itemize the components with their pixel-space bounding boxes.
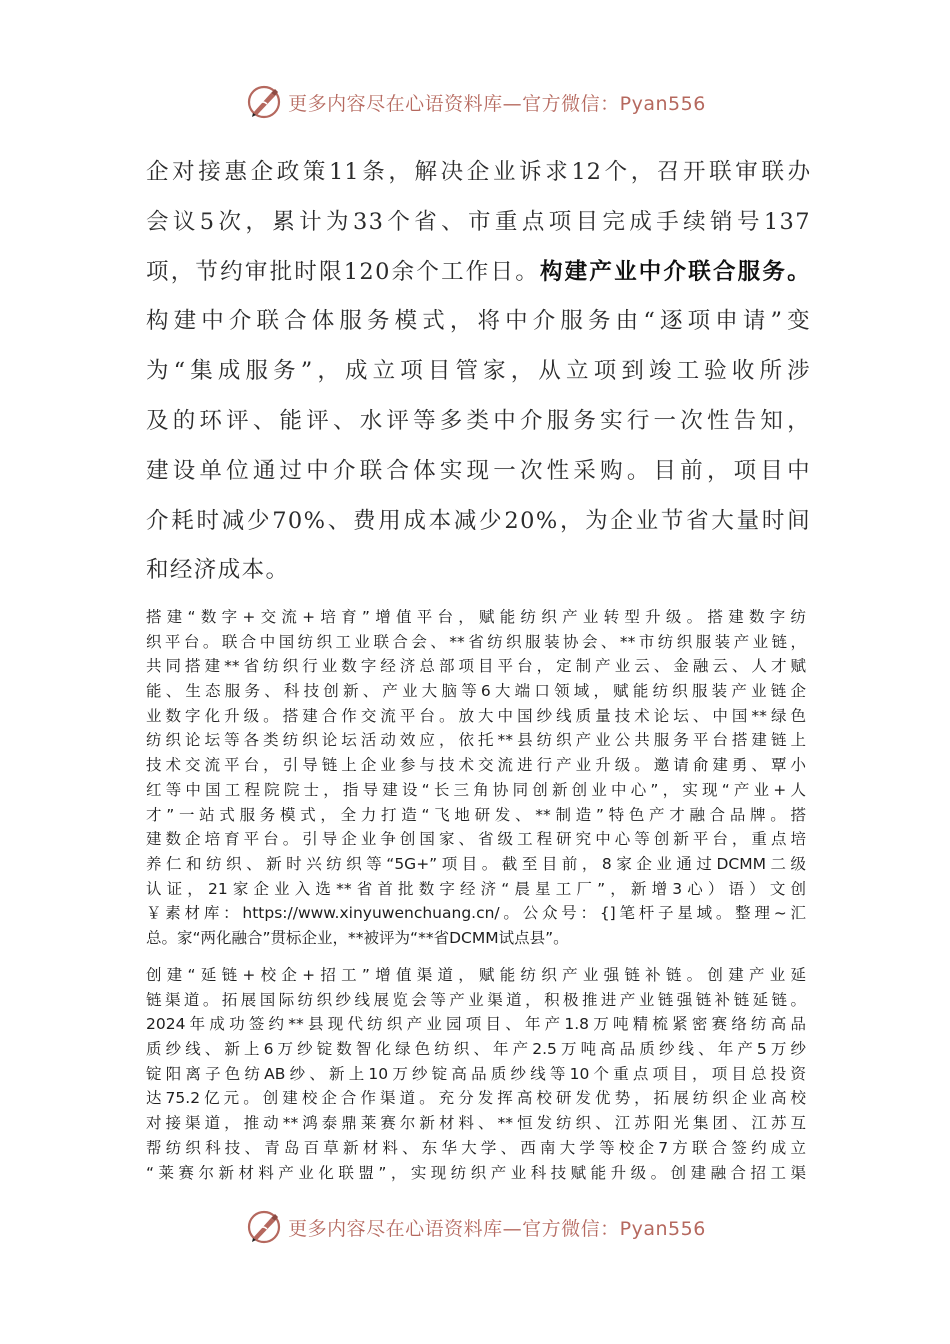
text-line: 养仁和纺织、新时兴纺织等“5G+”项目。截至目前，8家企业通过DCMM二级: [146, 854, 806, 873]
body-paragraph-digital-platform: [146, 605, 806, 951]
text-line: 和经济成本。: [146, 557, 290, 584]
text-line: 对接渠道，推动**鸿泰鼎莱赛尔新材料、**恒发纺织、江苏阳光集团、江苏互: [146, 1114, 806, 1133]
text-line: 为“集成服务”，成立项目管家，从立项到竣工验收所涉: [146, 358, 811, 385]
text-line: 介耗时减少70%、费用成本减少20%，为企业节省大量时间: [146, 507, 811, 534]
text-line: 2024年成功签约**县现代纺织产业园项目、年产1.8万吨精梳紧密赛络纺高品: [146, 1015, 806, 1034]
text-line: 能、生态服务、科技创新、产业大脑等6大端口领域，赋能纺织服装产业链企: [146, 682, 806, 701]
text-line: 质纱线、新上6万纱锭数智化绿色纺织、年产2.5万吨高品质纱线、年产5万纱: [146, 1040, 806, 1059]
pen-circle-logo-icon: [244, 82, 284, 122]
text-line: ￥素材库：https://www.xinyuwenchuang.cn/。公众号：{]笔杆子星域。整理~汇: [146, 904, 806, 923]
text-line: 织平台。联合中国纺织工业联合会、**省纺织服装协会、**市纺织服装产业链，: [146, 632, 806, 651]
text-line: 业数字化升级。搭建合作交流平台。放大中国纱线质量技术论坛、中国**绿色: [146, 706, 806, 725]
body-paragraph-large: [146, 148, 811, 596]
banner-text: 更多内容尽在心语资料库—官方微信：Pyan556: [288, 1217, 706, 1240]
text-run: 项，节约审批时限120余个工作日。: [146, 258, 540, 285]
text-line: 构建中介联合体服务模式，将中介服务由“逐项申请”变: [146, 308, 811, 335]
text-line: 纺织论坛等各类纺织论坛活动效应，依托**县纺织产业公共服务平台搭建链上: [146, 731, 806, 750]
text-line: 达75.2亿元。创建校企合作渠道。充分发挥高校研发优势，拓展纺织企业高校: [146, 1089, 806, 1108]
text-line: 搭建“数字+交流+培育”增值平台，赋能纺织产业转型升级。搭建数字纺: [146, 608, 806, 626]
text-line: 红等中国工程院院士，指导建设“长三角协同创新创业中心”，实现“产业+人: [146, 780, 806, 799]
text-line: 共同搭建**省纺织行业数字经济总部项目平台，定制产业云、金融云、人才赋: [146, 657, 806, 676]
text-line: “莱赛尔新材料产业化联盟”，实现纺织产业科技赋能升级。创建融合招工渠: [146, 1163, 806, 1182]
text-line: 建设单位通过中介联合体实现一次性采购。目前，项目中: [146, 457, 811, 484]
header-watermark-banner: [0, 82, 950, 122]
text-line: 锭阳离子色纺AB纱、新上10万纱锭高品质纱线等10个重点项目，项目总投资: [146, 1064, 806, 1083]
text-line: 企对接惠企政策11条，解决企业诉求12个，召开联审联办: [146, 159, 811, 185]
banner-text: 更多内容尽在心语资料库—官方微信：Pyan556: [288, 92, 706, 115]
text-line: 帮纺织科技、青岛百草新材料、东华大学、西南大学等校企7方联合签约成立: [146, 1138, 806, 1157]
text-line: 建数企培育平台。引导企业争创国家、省级工程研究中心等创新平台，重点培: [146, 830, 806, 849]
text-line: 会议5次，累计为33个省、市重点项目完成手续销号137: [146, 208, 811, 235]
text-line: 技术交流平台，引导链上企业参与技术交流进行产业升级。邀请俞建勇、覃小: [146, 756, 806, 775]
pen-circle-logo-icon: [244, 1207, 284, 1247]
text-line: 创建“延链+校企+招工”增值渠道，赋能纺织产业强链补链。创建产业延: [146, 966, 806, 984]
text-line: 才”一站式服务模式，全力打造“飞地研发、**制造”特色产才融合品牌。搭: [146, 805, 806, 824]
footer-watermark-banner: [0, 1207, 950, 1247]
body-paragraph-extension-channels: [146, 963, 806, 1185]
text-line: 认证，21家企业入选**省首批数字经济“晨星工厂”，新增3心）语）文创: [146, 879, 806, 898]
text-line: 总。家“两化融合”贯标企业，**被评为“**省DCMM试点县”。: [146, 928, 569, 947]
text-line: 链渠道。拓展国际纺织纱线展览会等产业渠道，积极推进产业链强链补链延链。: [146, 990, 806, 1009]
text-line: 及的环评、能评、水评等多类中介服务实行一次性告知，: [146, 407, 811, 434]
inline-heading: 构建产业中介联合服务。: [539, 258, 811, 285]
text-line-with-heading: [146, 248, 811, 298]
